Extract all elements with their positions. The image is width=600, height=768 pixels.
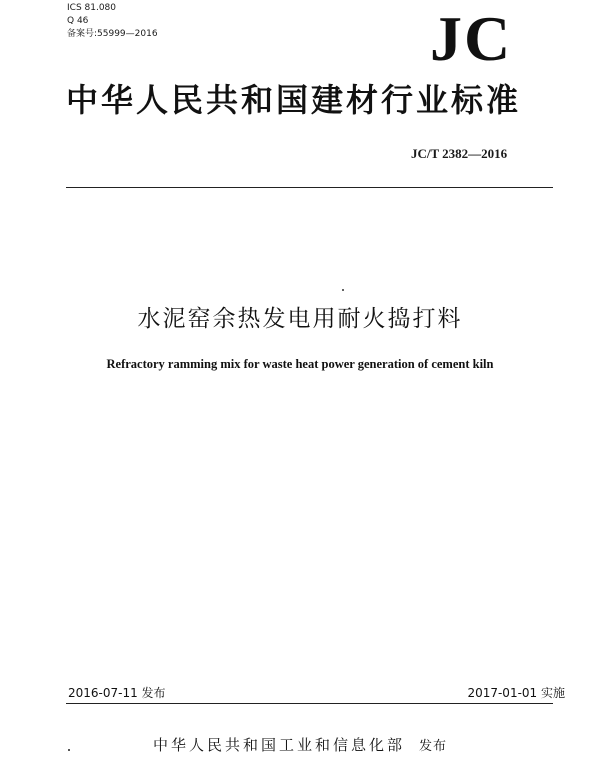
standard-number: JC/T 2382—2016 [411, 146, 508, 161]
ccs-code: Q 46 [67, 16, 89, 26]
ics-code: ICS 81.080 [67, 3, 117, 13]
classification-block [67, 2, 158, 41]
implementation-date: 2017-01-01 实施 [467, 686, 565, 700]
document-title-en: Refractory ramming mix for waste heat power generation of cement kiln [106, 357, 494, 371]
issuing-authority [0, 734, 600, 755]
issue-date: 2016-07-11 发布 [68, 686, 166, 700]
top-divider [66, 187, 553, 188]
scan-speck [342, 289, 344, 291]
issuer-action: 发布 [419, 739, 448, 754]
standard-category-title: 中华人民共和国建材行业标准 [66, 81, 522, 119]
issuer-name: 中华人民共和国工业和信息化部 [152, 736, 405, 754]
document-title-cn: 水泥窑余热发电用耐火捣打料 [137, 306, 463, 332]
filing-number: 备案号:55999—2016 [67, 29, 158, 39]
jc-logo: JC [430, 3, 513, 74]
bottom-divider [66, 703, 553, 704]
